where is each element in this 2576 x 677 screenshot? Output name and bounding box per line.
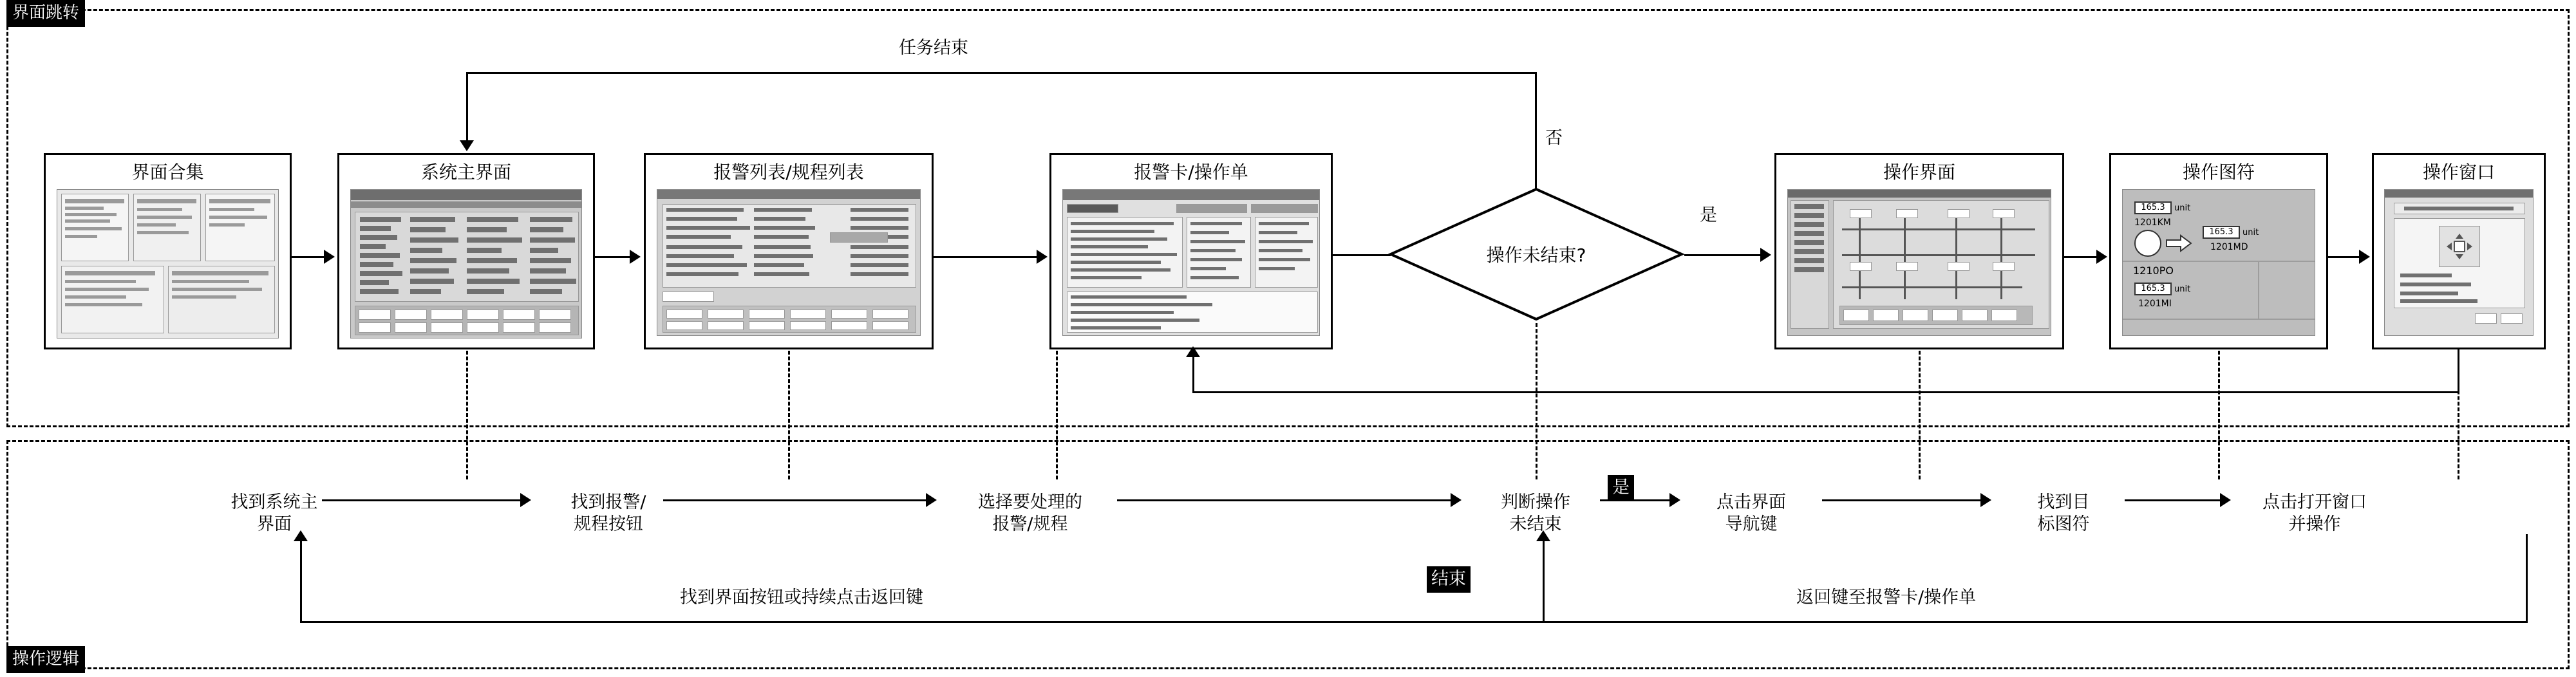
node-operation-icon-title: 操作图符 <box>2182 162 2255 183</box>
edge-list-to-card <box>934 256 1038 258</box>
logic-step-find-target-icon <box>2002 492 2125 535</box>
node-ui-collection[interactable] <box>44 153 292 349</box>
tie-alarm-list <box>788 351 790 479</box>
node-alarm-list[interactable] <box>644 153 934 349</box>
icon-tag-2: 1201MD <box>2210 241 2248 252</box>
edge-no-up <box>1535 72 1537 189</box>
node-operation-icon[interactable] <box>2109 153 2328 349</box>
logic-step-select-alarm <box>946 492 1114 535</box>
logic-step-click-nav-key-line2: 导航键 <box>1725 514 1778 534</box>
logic-edge-3 <box>1117 499 1452 501</box>
logic-step-find-target-icon-line2: 标图符 <box>2037 514 2090 534</box>
node-operation-ui-thumbnail <box>1787 189 2051 336</box>
node-operation-window-title: 操作窗口 <box>2422 162 2495 183</box>
logic-step-find-alarm-button-line1: 找到报警/ <box>570 492 646 512</box>
logic-step-select-alarm-line1: 选择要处理的 <box>978 492 1082 512</box>
node-system-main-ui[interactable] <box>337 153 595 349</box>
logic-return-left-line <box>300 621 1543 623</box>
edge-icon-to-window <box>2328 256 2360 258</box>
logic-return-left-up <box>300 534 302 623</box>
icon-unit-2: unit <box>2242 227 2259 237</box>
logic-step-click-open-window <box>2234 492 2395 535</box>
logic-step-click-nav-key-line1: 点击界面 <box>1716 492 1786 512</box>
node-alarm-card-thumbnail <box>1062 189 1320 336</box>
edge-card-to-decision <box>1333 254 1391 256</box>
node-ui-collection-title: 界面合集 <box>131 162 204 183</box>
tie-operation-icon <box>2218 351 2220 479</box>
logic-return-left-arrow <box>294 530 308 541</box>
node-alarm-list-title: 报警列表/规程列表 <box>713 162 864 183</box>
edge-yes-label-top: 是 <box>1700 205 1717 225</box>
node-alarm-list-thumbnail <box>657 189 921 336</box>
frame-operation-logic <box>6 440 2570 669</box>
logic-edge-6 <box>2125 499 2221 501</box>
logic-step-find-alarm-button-line2: 规程按钮 <box>574 514 643 534</box>
logic-step-click-nav-key <box>1690 492 1812 535</box>
edge-icon-to-window-arrow <box>2359 250 2370 264</box>
logic-step-judge-operation-line1: 判断操作 <box>1501 492 1570 512</box>
logic-step-click-open-window-line2: 并操作 <box>2288 514 2341 534</box>
edge-opui-to-icon-arrow <box>2096 250 2107 264</box>
edge-decision-to-opui <box>1684 254 1762 256</box>
node-system-main-ui-title: 系统主界面 <box>420 162 511 183</box>
logic-step-select-alarm-line2: 报警/规程 <box>992 514 1068 534</box>
logic-edge-1 <box>322 499 522 501</box>
node-operation-ui[interactable] <box>1774 153 2064 349</box>
icon-value-box-3: 165.3 <box>2134 283 2172 295</box>
frame-ui-jump-label: 界面跳转 <box>6 0 85 27</box>
logic-edge-1-arrow <box>520 493 531 507</box>
edge-no-left <box>466 72 1537 74</box>
edge-return-to-card <box>1192 391 2459 393</box>
logic-step-judge-operation <box>1474 492 1597 535</box>
node-operation-window-thumbnail <box>2384 189 2534 336</box>
logic-yes-badge: 是 <box>1608 475 1634 501</box>
logic-edge-5 <box>1822 499 1982 501</box>
tie-alarm-card <box>1056 351 1058 479</box>
node-alarm-card[interactable] <box>1049 153 1333 349</box>
logic-return-left-arrow2 <box>1536 530 1550 541</box>
edge-return-card-arrow <box>1186 346 1200 357</box>
logic-step-find-main-ui-line1: 找到系统主 <box>230 492 318 512</box>
window-control-glyph <box>2444 231 2475 262</box>
tie-main-ui <box>466 351 468 479</box>
node-alarm-card-title: 报警卡/操作单 <box>1134 162 1248 183</box>
node-operation-ui-title: 操作界面 <box>1883 162 1955 183</box>
logic-step-find-alarm-button <box>544 492 673 535</box>
edge-collection-to-main <box>292 256 325 258</box>
edge-task-end-label: 任务结束 <box>899 38 968 58</box>
icon-unit-3: unit <box>2174 284 2191 294</box>
logic-step-click-open-window-line1: 点击打开窗口 <box>2262 492 2367 512</box>
logic-step-find-target-icon-line1: 找到目 <box>2037 492 2090 512</box>
icon-tag-4: 1201MI <box>2138 298 2172 309</box>
node-ui-collection-thumbnail <box>57 189 279 338</box>
tie-operation-window <box>2458 351 2459 479</box>
logic-edge-3-arrow <box>1451 493 1462 507</box>
logic-return-right-down <box>2526 534 2528 623</box>
frame-operation-logic-label: 操作逻辑 <box>6 646 85 673</box>
logic-return-right-line <box>1543 621 2528 623</box>
logic-step-find-main-ui <box>210 492 339 535</box>
logic-edge-2-arrow <box>926 493 937 507</box>
icon-value-box-2: 165.3 <box>2203 226 2240 239</box>
edge-collection-to-main-arrow <box>324 250 335 264</box>
node-operation-window[interactable] <box>2372 153 2546 349</box>
edge-no-label: 否 <box>1545 128 1563 148</box>
icon-arrow-glyph <box>2165 234 2194 253</box>
logic-edge-5-arrow <box>1980 493 1991 507</box>
edge-decision-to-opui-arrow <box>1760 248 1771 262</box>
tie-decision <box>1536 323 1537 479</box>
edge-no-down-arrow <box>460 140 474 151</box>
edge-list-to-card-arrow <box>1037 250 1048 264</box>
node-operation-icon-thumbnail <box>2122 189 2315 336</box>
edge-opui-to-icon <box>2064 256 2098 258</box>
edge-main-to-list <box>595 256 631 258</box>
icon-tag-1: 1201KM <box>2134 217 2171 228</box>
tie-operation-ui <box>1919 351 1921 479</box>
node-system-main-ui-thumbnail <box>350 189 582 338</box>
logic-end-badge: 结束 <box>1427 566 1471 593</box>
node-decision-operation-unfinished[interactable] <box>1388 187 1684 322</box>
logic-edge-2 <box>663 499 927 501</box>
decision-label: 操作未结束? <box>1486 245 1586 266</box>
icon-tag-3: 1210PO <box>2133 264 2174 277</box>
logic-edge-6-arrow <box>2220 493 2231 507</box>
icon-unit-1: unit <box>2174 203 2191 213</box>
edge-no-down <box>466 72 468 143</box>
icon-value-box-1: 165.3 <box>2134 201 2172 214</box>
edge-main-to-list-arrow <box>630 250 641 264</box>
logic-step-find-main-ui-line2: 界面 <box>257 514 292 534</box>
logic-step-judge-operation-line2: 未结束 <box>1509 514 1562 534</box>
logic-edge-4-arrow <box>1669 493 1680 507</box>
logic-return-left-label: 找到界面按钮或持续点击返回键 <box>680 588 923 607</box>
icon-valve-circle <box>2134 230 2161 257</box>
logic-return-right-label: 返回键至报警卡/操作单 <box>1796 588 1977 607</box>
logic-return-left-down <box>1543 534 1545 623</box>
